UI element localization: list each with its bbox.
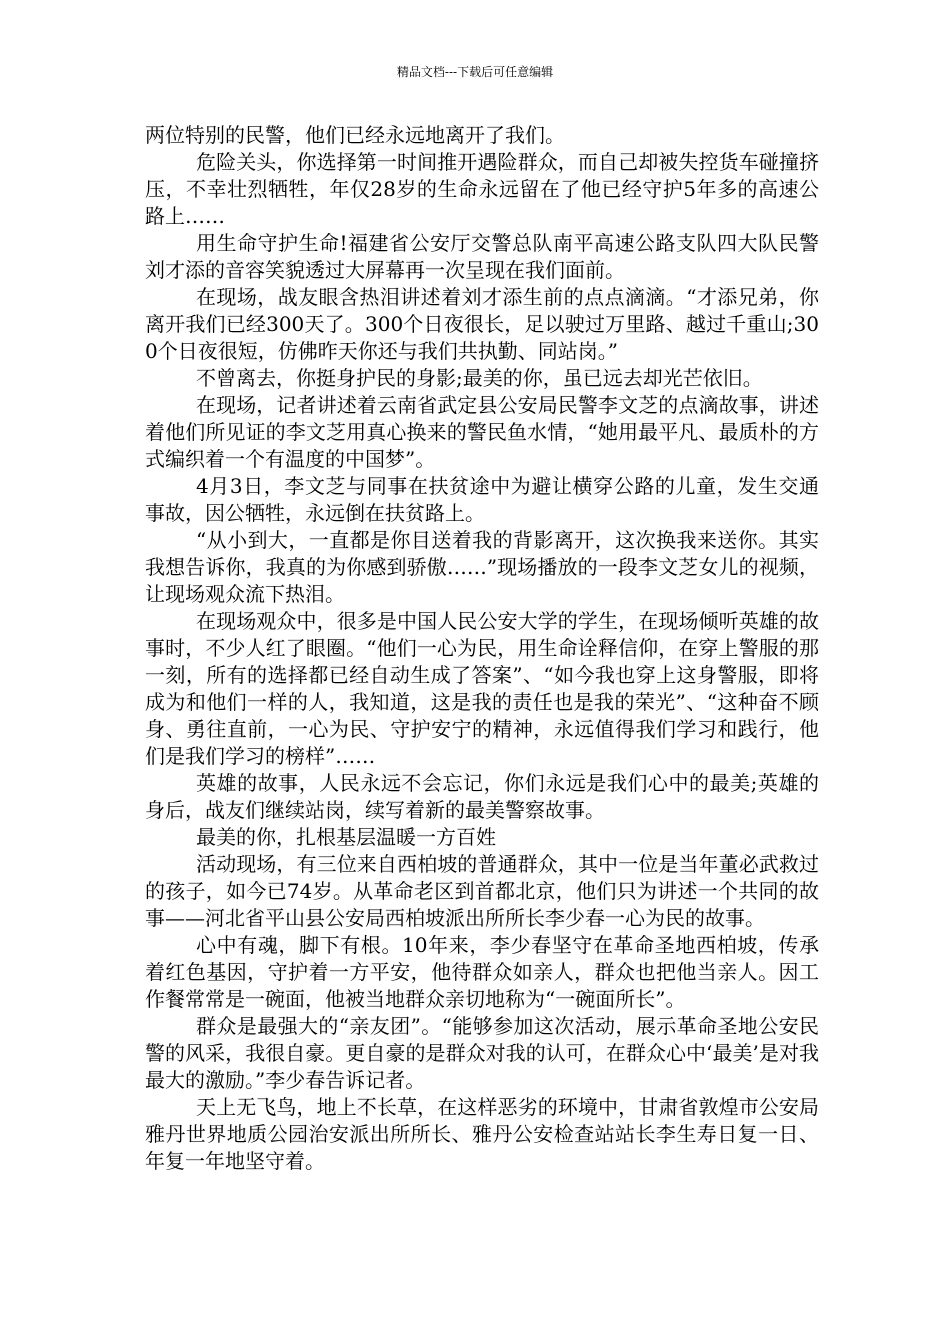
paragraph-1: 两位特别的民警，他们已经永远地离开了我们。 (145, 123, 565, 147)
paragraph-3: 用生命守护生命!福建省公安厅交警总队南平高速公路支队四大队民警刘才添的音容笑貌透过大屏幕再一次呈现在我们面前。 (145, 231, 819, 282)
paragraph-8: “从小到大，一直都是你目送着我的背影离开，这次换我来送你。其实我想告诉你，我真的为你感到骄傲……”现场播放的一段李文芝女儿的视频，让现场观众流下热泪。 (145, 528, 819, 606)
paragraph-15: 天上无飞鸟，地上不长草，在这样恶劣的环境中，甘肃省敦煌市公安局雅丹世界地质公园治安派出所所长、雅丹公安检查站站长李生寿日复一日、年复一年地坚守着。 (145, 1095, 819, 1173)
paragraph-5: 不曾离去，你挺身护民的身影;最美的你，虽已远去却光芒依旧。 (196, 366, 763, 390)
paragraph-4: 在现场，战友眼含热泪讲述着刘才添生前的点点滴滴。“才添兄弟，你离开我们已经300天了。300个日夜很长，足以驶过万里路、越过千重山;300个日夜很短，仿佛昨天你还与我们共执勤、同站岗。” (145, 285, 819, 363)
paragraph-7: 4月3日，李文芝与同事在扶贫途中为避让横穿公路的儿童，发生交通事故，因公牺牲，永远倒在扶贫路上。 (145, 474, 819, 525)
paragraph-14: 群众是最强大的“亲友团”。“能够参加这次活动，展示革命圣地公安民警的风采，我很自豪。更自豪的是群众对我的认可，在群众心中‘最美’是对我最大的激励。”李少春告诉记者。 (145, 1014, 819, 1092)
paragraph-10: 英雄的故事，人民永远不会忘记，你们永远是我们心中的最美;英雄的身后，战友们继续站岗，续写着新的最美警察故事。 (145, 771, 819, 822)
page-header: 精品文档---下载后可任意编辑 (396, 65, 554, 79)
paragraph-12: 活动现场，有三位来自西柏坡的普通群众，其中一位是当年董必武救过的孩子，如今已74岁。从革命老区到首都北京，他们只为讲述一个共同的故事——河北省平山县公安局西柏坡派出所所长李少春一心为民的故事。 (145, 852, 819, 930)
paragraph-2: 危险关头，你选择第一时间推开遇险群众，而自己却被失控货车碰撞挤压，不幸壮烈牺牲，年仅28岁的生命永远留在了他已经守护5年多的高速公路上…… (145, 150, 819, 228)
paragraph-13: 心中有魂，脚下有根。10年来，李少春坚守在革命圣地西柏坡，传承着红色基因，守护着一方平安，他待群众如亲人，群众也把他当亲人。因工作餐常常是一碗面，他被当地群众亲切地称为“一碗面所长”。 (145, 933, 819, 1011)
section-heading: 最美的你，扎根基层温暖一方百姓 (196, 825, 496, 849)
paragraph-6: 在现场，记者讲述着云南省武定县公安局民警李文芝的点滴故事，讲述着他们所见证的李文芝用真心换来的警民鱼水情，“她用最平凡、最质朴的方式编织着一个有温度的中国梦”。 (145, 393, 819, 471)
paragraph-9: 在现场观众中，很多是中国人民公安大学的学生，在现场倾听英雄的故事时，不少人红了眼圈。“他们一心为民，用生命诠释信仰，在穿上警服的那一刻，所有的选择都已经自动生成了答案”、“如今我也穿上这身警服，即将成为和他们一样的人，我知道，这是我的责任也是我的荣光”、“这种奋不顾身、勇往直前，一心为民、守护安宁的精神，永远值得我们学习和践行，他们是我们学习的榜样”…… (145, 609, 819, 768)
document-body (145, 122, 819, 1175)
